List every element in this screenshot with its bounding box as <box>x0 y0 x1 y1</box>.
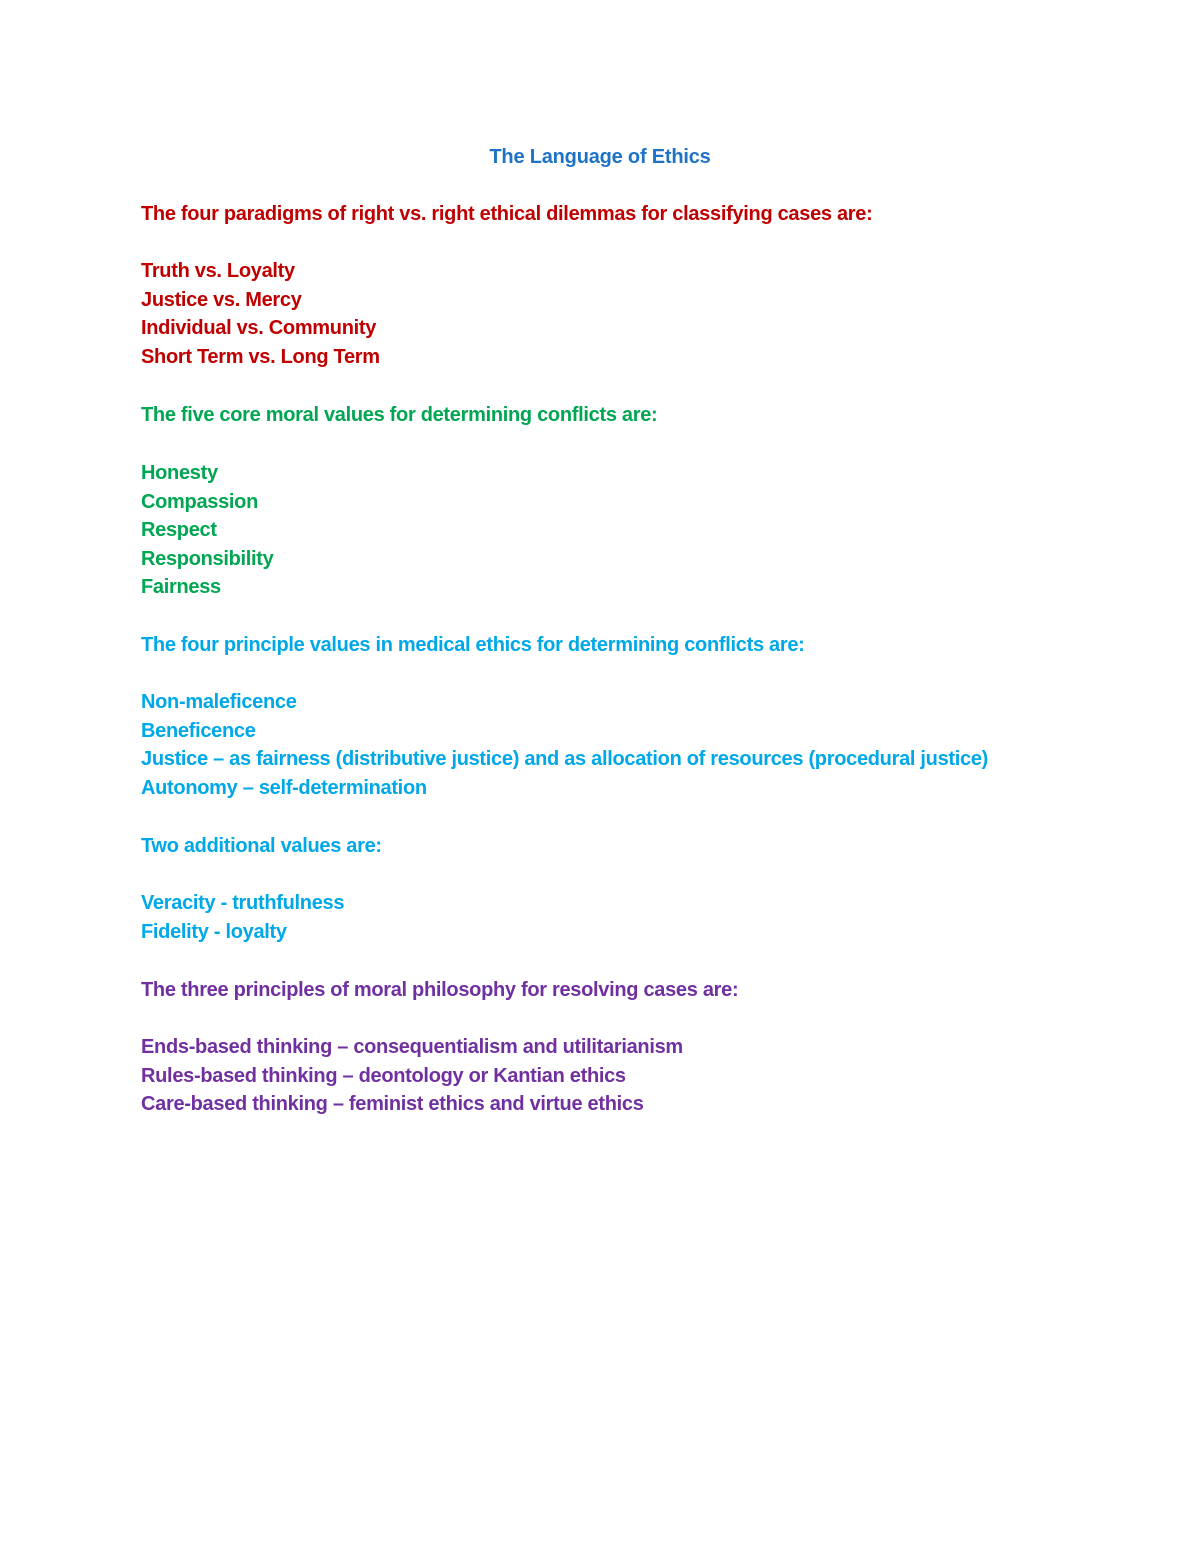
list-item: Beneficence <box>141 719 256 742</box>
list-medical-ethics <box>141 688 988 802</box>
list-item: Compassion <box>141 490 259 513</box>
list-item: Ends-based thinking – consequentialism and utilitarianism <box>141 1036 683 1058</box>
section-heading-medical-ethics: The four principle values in medical ethics for determining conflicts are: <box>141 634 805 656</box>
list-item: Responsibility <box>141 547 274 570</box>
list-item: Short Term vs. Long Term <box>141 345 380 368</box>
list-item: Truth vs. Loyalty <box>141 260 295 282</box>
list-item: Fidelity - loyalty <box>141 920 287 943</box>
list-item: Rules-based thinking – deontology or Kantian ethics <box>141 1064 626 1087</box>
list-item: Justice – as fairness (distributive justice) and as allocation of resources (procedural justice) <box>141 748 989 771</box>
list-item: Justice vs. Mercy <box>141 288 302 311</box>
list-item: Fairness <box>141 576 221 599</box>
section-heading-paradigms: The four paradigms of right vs. right ethical dilemmas for classifying cases are: <box>141 203 873 225</box>
list-moral-philosophy <box>141 1033 683 1119</box>
section-heading-core-values: The five core moral values for determining conflicts are: <box>141 404 658 426</box>
list-item: Autonomy – self-determination <box>141 776 427 799</box>
document-title: The Language of Ethics <box>489 146 711 168</box>
list-core-values <box>141 459 274 602</box>
section-heading-additional-values: Two additional values are: <box>141 835 382 857</box>
list-item: Respect <box>141 519 217 542</box>
list-additional-values <box>141 889 344 946</box>
list-paradigms <box>141 257 380 371</box>
list-item: Honesty <box>141 462 218 484</box>
list-item: Non-maleficence <box>141 691 297 713</box>
list-item: Veracity - truthfulness <box>141 892 345 914</box>
list-item: Individual vs. Community <box>141 317 377 340</box>
list-item: Care-based thinking – feminist ethics and virtue ethics <box>141 1093 644 1116</box>
section-heading-moral-philosophy: The three principles of moral philosophy for resolving cases are: <box>141 979 739 1001</box>
